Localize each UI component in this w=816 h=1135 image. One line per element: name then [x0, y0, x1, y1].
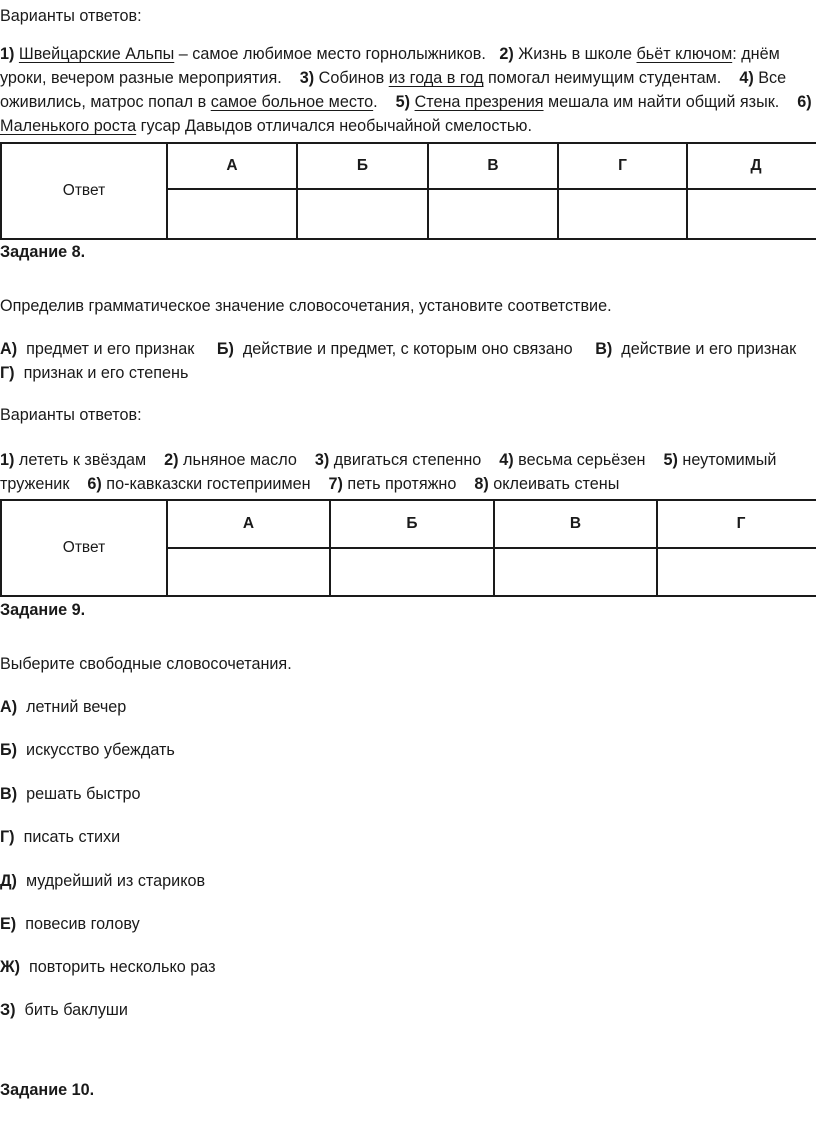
option-number: 7) [328, 475, 343, 493]
item-text: искусство убеждать [26, 741, 175, 759]
item-letter: З) [0, 1001, 16, 1019]
option-phrase: Швейцарские Альпы [18, 45, 175, 63]
option-number: 6) [797, 93, 812, 111]
task9-item [0, 738, 175, 762]
column-header-v: В [428, 143, 558, 189]
item-text: писать стихи [23, 828, 121, 846]
option-text: . [373, 93, 378, 111]
answer-cell-g[interactable] [657, 548, 816, 596]
option-number: 8) [474, 475, 489, 493]
option-text: по-кавказски гостеприимен [101, 475, 311, 493]
option-text: – самое любимое место горнолыжников. [174, 45, 486, 63]
answer-cell-b[interactable] [297, 189, 428, 239]
option-phrase: самое больное место [210, 93, 374, 111]
task8-answer-table [0, 499, 816, 597]
task9-item [0, 825, 120, 849]
option-number: 4) [739, 69, 754, 87]
item-letter: Ж) [0, 958, 21, 976]
item-letter: В) [0, 785, 18, 803]
option-number: 2) [499, 45, 514, 63]
task7-answer-table [0, 142, 816, 240]
task9-item [0, 912, 140, 936]
task7-options-line-2: уроки, вечером разные мероприятия. 3) Собинов из года в год помогал неимущим студентам. 4) Все [0, 69, 787, 87]
option-number: 2) [164, 451, 179, 469]
answer-row-label: Ответ [1, 143, 167, 239]
option-number: 1) [0, 45, 15, 63]
category-text: предмет и его признак [26, 340, 195, 358]
column-header-v: В [494, 500, 657, 548]
category-letter: Г) [0, 364, 15, 382]
item-text: мудрейший из стариков [25, 872, 206, 890]
column-header-b: Б [297, 143, 428, 189]
category-text: признак и его степень [23, 364, 189, 382]
task9-instruction: Выберите свободные словосочетания. [0, 655, 292, 673]
task8-options-line-1: 1) лететь к звёздам 2) льняное масло 3) двигаться степенно 4) весьма серьёзен 5) неутомимый [0, 451, 777, 469]
option-text: помогал неимущим студентам. [483, 69, 722, 87]
answer-cell-v[interactable] [428, 189, 558, 239]
task9-item [0, 782, 141, 806]
task7-options-line-3: оживились, матрос попал в самое больное место. 5) Стена презрения мешала им найти общий язык. 6) [0, 93, 812, 111]
option-phrase: из года в год [388, 69, 484, 87]
category-text: действие и его признак [621, 340, 797, 358]
column-header-a: А [167, 143, 297, 189]
item-text: бить баклуши [24, 1001, 128, 1019]
item-text: решать быстро [26, 785, 141, 803]
item-letter: Д) [0, 872, 17, 890]
option-text: весьма серьёзен [513, 451, 646, 469]
option-number: 3) [314, 451, 330, 469]
answer-cell-d[interactable] [687, 189, 816, 239]
category-text: действие и предмет, с которым оно связано [242, 340, 573, 358]
option-text: Собинов [314, 69, 389, 87]
column-header-g: Г [558, 143, 687, 189]
answer-cell-a[interactable] [167, 189, 297, 239]
task8-instruction: Определив грамматическое значение словосочетания, установите соответствие. [0, 297, 612, 315]
item-text: повесив голову [25, 915, 140, 933]
task9-title: Задание 9. [0, 601, 86, 619]
answer-cell-b[interactable] [330, 548, 494, 596]
option-phrase: бьёт ключом [636, 45, 733, 63]
item-letter: А) [0, 698, 18, 716]
option-number: 4) [499, 451, 514, 469]
item-letter: Г) [0, 828, 15, 846]
column-header-d: Д [687, 143, 816, 189]
column-header-b: Б [330, 500, 494, 548]
task7-options-line-4 [0, 114, 532, 138]
option-number: 5) [395, 93, 411, 111]
option-number: 3) [299, 69, 315, 87]
category-letter: В) [595, 340, 613, 358]
option-number: 6) [87, 475, 102, 493]
option-phrase: Маленького роста [0, 117, 137, 135]
option-text: мешала им найти общий язык. [543, 93, 780, 111]
answer-cell-v[interactable] [494, 548, 657, 596]
task9-item [0, 869, 205, 893]
task8-options-heading: Варианты ответов: [0, 406, 142, 424]
task7-options-line-1: 1) Швейцарские Альпы – самое любимое место горнолыжников. 2) Жизнь в школе бьёт ключом: днём [0, 45, 780, 63]
task9-item [0, 695, 126, 719]
option-text: Жизнь в школе [513, 45, 637, 63]
column-header-g: Г [657, 500, 816, 548]
item-letter: Б) [0, 741, 18, 759]
answer-cell-g[interactable] [558, 189, 687, 239]
task7-options-heading: Варианты ответов: [0, 7, 142, 25]
option-text: гусар Давыдов отличался необычайной смелостью. [136, 117, 532, 135]
answer-cell-a[interactable] [167, 548, 330, 596]
option-text: двигаться степенно [329, 451, 482, 469]
option-text: лететь к звёздам [14, 451, 147, 469]
option-phrase: Стена презрения [414, 93, 544, 111]
task10-title: Задание 10. [0, 1081, 95, 1099]
column-header-a: А [167, 500, 330, 548]
item-text: повторить несколько раз [29, 958, 216, 976]
item-text: летний вечер [26, 698, 127, 716]
option-number: 5) [663, 451, 678, 469]
option-text: льняное масло [178, 451, 297, 469]
answer-row-label: Ответ [1, 500, 167, 596]
task9-item [0, 998, 128, 1022]
task9-item [0, 955, 216, 979]
category-letter: А) [0, 340, 18, 358]
option-text: оклеивать стены [488, 475, 620, 493]
category-letter: Б) [216, 340, 234, 358]
task8-categories-line-2 [0, 361, 188, 385]
option-number: 1) [0, 451, 15, 469]
item-letter: Е) [0, 915, 17, 933]
task8-title: Задание 8. [0, 243, 86, 261]
task8-categories-line-1 [0, 337, 796, 361]
task8-options-line-2: труженик 6) по-кавказски гостеприимен 7) петь протяжно 8) оклеивать стены [0, 475, 620, 493]
option-text: петь протяжно [342, 475, 457, 493]
